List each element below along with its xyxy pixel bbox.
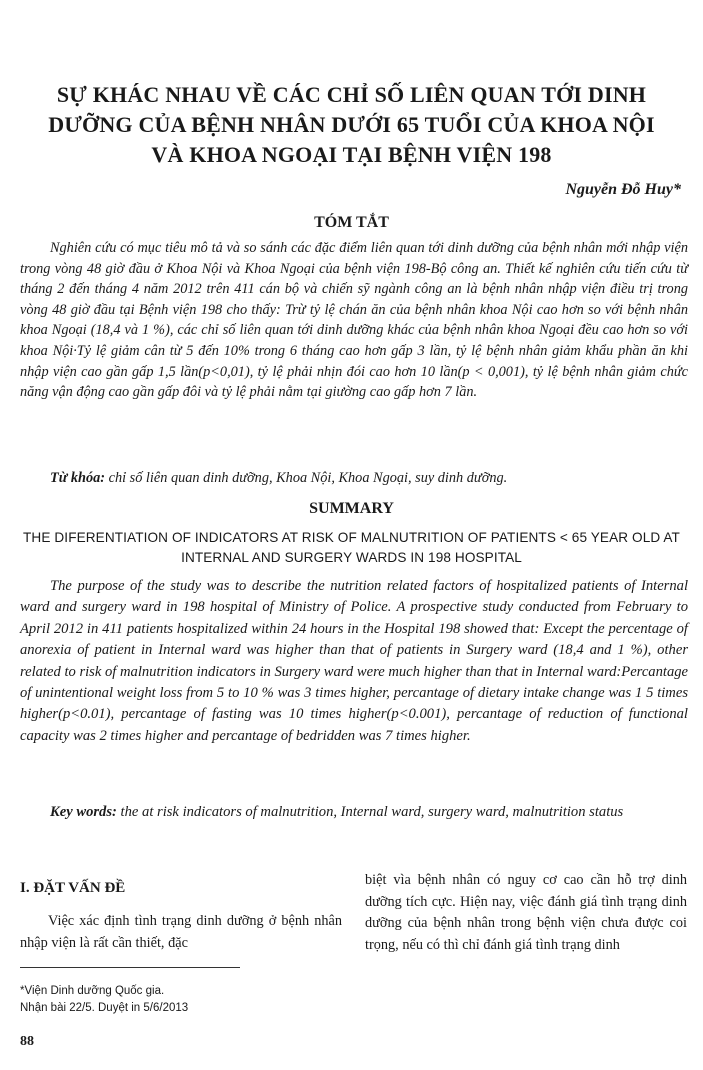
- section-left-text: Việc xác định tình trạng dinh dưỡng ở bệnh nhân nhập viện là rất cần thiết, đặc: [20, 913, 342, 951]
- page-number: 88: [20, 1034, 34, 1049]
- article-title: SỰ KHÁC NHAU VỀ CÁC CHỈ SỐ LIÊN QUAN TỚI DINH DƯỠNG CỦA BỆNH NHÂN DƯỚI 65 TUỔI CỦA KHOA NỘI VÀ KHOA NGOẠI TẠI BỆNH VIỆN 198: [48, 82, 655, 167]
- section-heading: I. ĐẶT VẤN ĐỀ: [20, 880, 126, 896]
- keywords-vi: [20, 468, 688, 489]
- summary-title: THE DIFERENTIATION OF INDICATORS AT RISK OF MALNUTRITION OF PATIENTS < 65 YEAR OLD AT INTERNAL AND SURGERY WARDS IN 198 HOSPITAL: [23, 530, 680, 565]
- keywords-vi-label: Từ khóa:: [50, 470, 106, 486]
- section-right-text: biệt vìa bệnh nhân có nguy cơ cao cần hỗ trợ dinh dưỡng tích cực. Hiện nay, việc đánh giá tình trạng dinh dưỡng của bệnh nhân trong bệnh viện chưa được coi trọng, nếu có thì chỉ đánh giá tình trạng dinh: [365, 872, 687, 953]
- footnote-dates: Nhận bài 22/5. Duyệt in 5/6/2013: [20, 1002, 189, 1014]
- abstract-vi-heading: TÓM TẮT: [314, 214, 389, 231]
- summary-heading: SUMMARY: [309, 500, 394, 517]
- footnote-affiliation: *Viện Dinh dưỡng Quốc gia.: [20, 985, 165, 997]
- keywords-vi-text: chỉ số liên quan dinh dưỡng, Khoa Nội, Khoa Ngoại, suy dinh dưỡng.: [108, 470, 508, 486]
- abstract-vi-text: Nghiên cứu có mục tiêu mô tả và so sánh các đặc điểm liên quan tới dinh dưỡng của bệnh nhân mới nhập viện trong vòng 48 giờ đầu ở Khoa Nội và Khoa Ngoại của bệnh viện 198-Bộ công an. Thiết kế nghiên cứu tiến cứu từ tháng 2 đến tháng 4 năm 2012 trên 411 cán bộ và chiến sỹ ngành công an là bệnh nhân nhập viện điều trị trong vòng 48 giờ đầu tại Bệnh viện 198 cho thấy: Trừ tỷ lệ chán ăn của bệnh nhân khoa Nội cao hơn so với bệnh nhân khoa Ngoại (18,4 và 1 %), các chỉ số liên quan tới dinh dưỡng khác của bệnh nhân khoa Ngoại đều cao hơn so với khoa Nội·Tỷ lệ giảm cân từ 5 đến 10% trong 6 tháng cao hơn gấp 3 lần, tỷ lệ bệnh nhân giảm khẩu phần ăn khi nhập viện cao gần gấp 1,5 lần(p<0,01), tỷ lệ phải nhịn đói cao hơn 10 lần(p < 0,001), tỷ lệ bệnh nhân giảm chức năng vận động cao gần gấp đôi và tỷ lệ phải nằm tại giường cao gấp hơn 7 lần.: [20, 240, 688, 401]
- author-name: Nguyễn Đỗ Huy*: [565, 181, 681, 198]
- keywords-en: [20, 802, 688, 823]
- footnote-divider: [20, 967, 240, 968]
- keywords-en-text: the at risk indicators of malnutrition, Internal ward, surgery ward, malnutrition status: [120, 804, 624, 820]
- keywords-en-label: Key words:: [50, 804, 117, 820]
- abstract-en-text: The purpose of the study was to describe the nutrition related factors of hospitalized patients of Internal ward and surgery ward in 198 hospital of Ministry of Police. A prospective study conducted from February to April 2012 in 411 patients hospitalized within 24 hours in the Hospital 198 showed that: Except the percentage of anorexia of patient in Internal ward was higher than that of patients in Surgery ward (18,4 and 1 %), other related to risk of malnutrition indicators in Surgery ward were much higher than that in Internal ward:Percantage of unintentional weight loss from 5 to 10 % was 3 times higher, percantage of dietary intake change was 1 5 times higher(p<0.01), percantage of fasting was 10 times higher(p<0.001), percantage of reduction of functional capacity was 2 times higher and percantage of bedridden was 7 times higher.: [20, 578, 689, 744]
